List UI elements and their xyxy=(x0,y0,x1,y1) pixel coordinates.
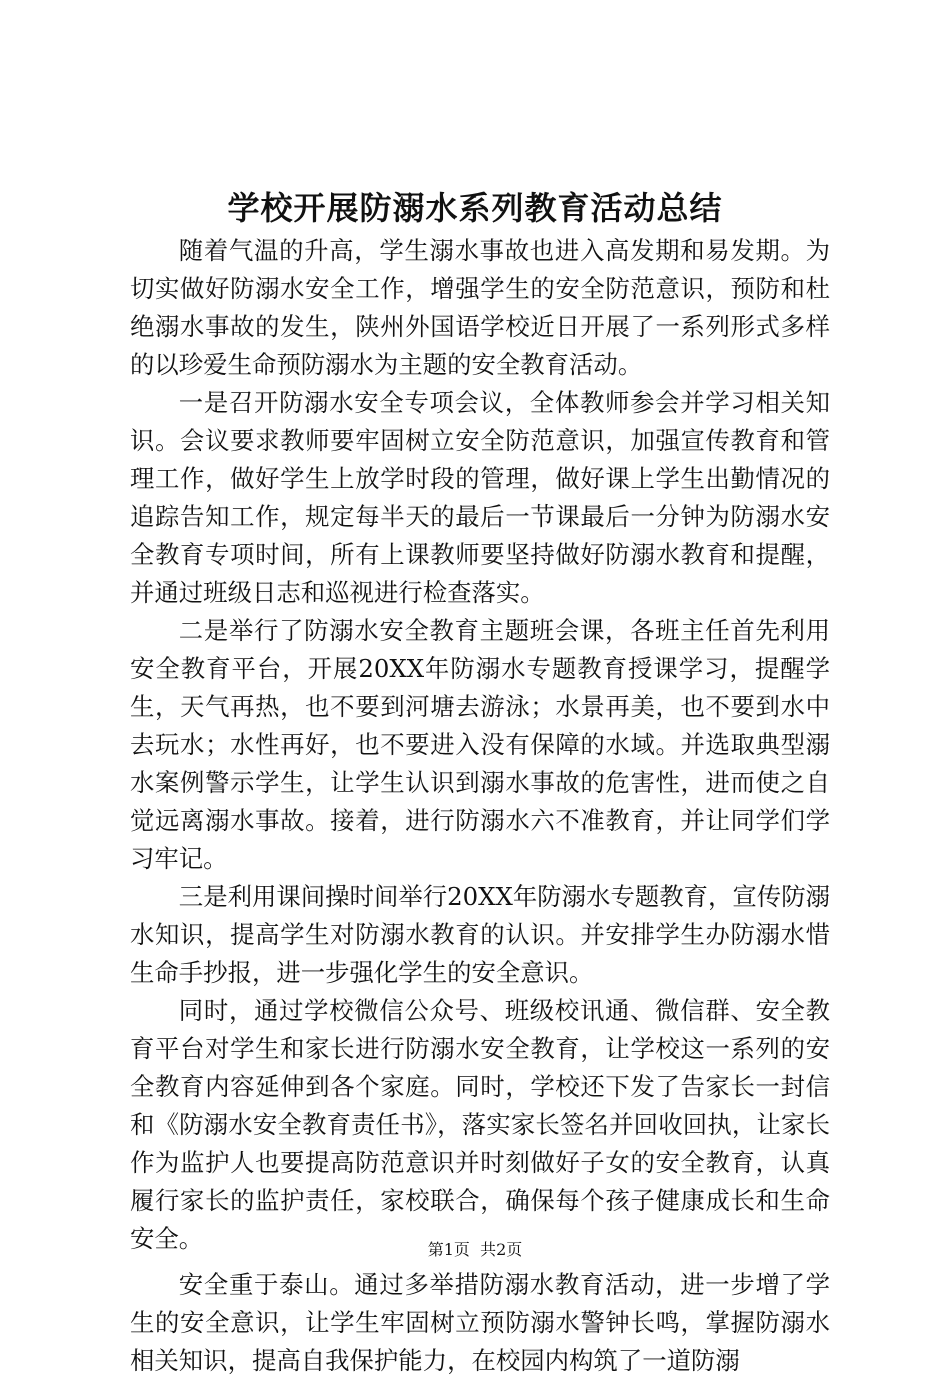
page-number: 第1页 xyxy=(427,1240,470,1259)
document-title: 学校开展防溺水系列教育活动总结 xyxy=(227,189,723,227)
page-total: 共2页 xyxy=(480,1240,523,1259)
paragraph-exercise-time: 三是利用课间操时间举行20XX年防溺水专题教育，宣传防溺水知识，提高学生对防溺水教育的认识。并安排学生办防溺水惜生命手抄报，进一步强化学生的安全意识。 xyxy=(130,882,830,987)
paragraph-class-meeting: 二是举行了防溺水安全教育主题班会课，各班主任首先利用安全教育平台，开展20XX年防溺水专题教育授课学习，提醒学生，天气再热，也不要到河塘去游泳；水景再美，也不要到水中去玩水；水性再好，也不要进入没有保障的水域。并选取典型溺水案例警示学生，让学生认识到溺水事故的危害性，进而使之自觉远离溺水事故。接着，进行防溺水六不准教育，并让同学们学习牢记。 xyxy=(130,616,830,873)
paragraph-intro: 随着气温的升高，学生溺水事故也进入高发期和易发期。为切实做好防溺水安全工作，增强学生的安全防范意识，预防和杜绝溺水事故的发生，陕州外国语学校近日开展了一系列形式多样的以珍爱生命预防溺水为主题的安全教育活动。 xyxy=(130,236,830,379)
document-body xyxy=(130,232,830,1380)
paragraph-meeting: 一是召开防溺水安全专项会议，全体教师参会并学习相关知识。会议要求教师要牢固树立安全防范意识，加强宣传教育和管理工作，做好学生上放学时段的管理，做好课上学生出勤情况的追踪告知工作，规定每半天的最后一节课最后一分钟为防溺水安全教育专项时间，所有上课教师要坚持做好防溺水教育和提醒，并通过班级日志和巡视进行检查落实。 xyxy=(130,388,830,607)
paragraph-home-school: 同时，通过学校微信公众号、班级校讯通、微信群、安全教育平台对学生和家长进行防溺水安全教育，让学校这一系列的安全教育内容延伸到各个家庭。同时，学校还下发了告家长一封信和《防溺水安全教育责任书》，落实家长签名并回收回执，让家长作为监护人也要提高防范意识并时刻做好子女的安全教育，认真履行家长的监护责任，家校联合，确保每个孩子健康成长和生命安全。 xyxy=(130,996,830,1253)
page-footer xyxy=(0,1238,950,1262)
paragraph-conclusion: 安全重于泰山。通过多举措防溺水教育活动，进一步增了学生的安全意识，让学生牢固树立预防溺水警钟长鸣，掌握防溺水相关知识，提高自我保护能力，在校园内构筑了一道防溺 xyxy=(130,1270,830,1375)
